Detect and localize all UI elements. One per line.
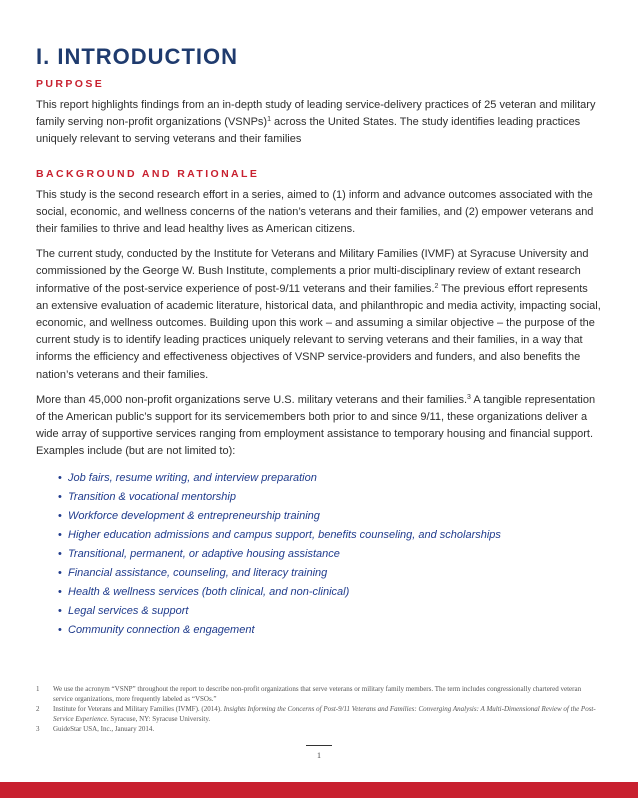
page-number-rule <box>306 745 332 746</box>
footnote-text-a: Institute for Veterans and Military Families (IVMF). (2014). <box>53 705 224 713</box>
bullet-icon: • <box>58 585 62 598</box>
bullet-icon: • <box>58 604 62 617</box>
background-p2-text-a: The current study, conducted by the Institute for Veterans and Military Families (IVMF) at Syracuse University and commissioned by the George W. Bush Institute, complements a prior multi-disciplinary review of extant research informative of the post-service experience of post-9/11 veterans and their families. <box>36 248 589 295</box>
background-paragraph-3 <box>36 392 602 461</box>
purpose-text-a: This report highlights findings from an in-depth study of leading service-delivery practices of 25 veteran and military family serving non-profit organizations (VSNPs) <box>36 99 596 129</box>
list-item <box>58 545 602 564</box>
footnote-text: We use the acronym “VSNP” throughout the report to describe non-profit organizations that serve veterans or military family members. The term includes congressionally chartered veteran service organizations, more frequently labeled as “VSOs.” <box>53 685 582 703</box>
list-item <box>58 507 602 526</box>
purpose-text-b: across the United States. The study identifies leading practices uniquely relevant to serving veterans and their families <box>36 116 581 146</box>
bullet-icon: • <box>58 547 62 560</box>
bullet-icon: • <box>58 566 62 579</box>
bullet-icon: • <box>58 509 62 522</box>
footnote-ref-2[interactable]: 2 <box>434 282 439 290</box>
footnote-3 <box>36 724 602 734</box>
background-p3-text-a: More than 45,000 non-profit organizations serve U.S. military veterans and their families. <box>36 393 468 406</box>
background-p3-text-b: A tangible representation of the American public’s support for its servicemembers both prior to and since 9/11, these organizations deliver a wide array of supportive services ranging from employment assistance to temporary housing and financial support. Examples include (but are not limited to): <box>36 393 596 458</box>
services-list <box>36 469 602 640</box>
background-paragraph-1: This study is the second research effort in a series, aimed to (1) inform and advance outcomes associated with the social, economic, and wellness concerns of the nation’s veterans and their families, and (2) empower veterans and their families to thrive and lead healthy lives as American citizens. <box>36 188 594 236</box>
footnote-1 <box>36 684 602 704</box>
footnote-number: 2 <box>36 705 40 713</box>
list-item <box>58 469 602 488</box>
footnote-2 <box>36 704 602 724</box>
list-item-text: Higher education admissions and campus support, benefits counseling, and scholarships <box>68 528 501 541</box>
list-item-text: Financial assistance, counseling, and literacy training <box>68 566 328 579</box>
bullet-icon: • <box>58 471 62 484</box>
footer-band <box>0 782 638 798</box>
footnote-title: Insights Informing the Concerns of Post-9/11 Veterans and Families: Converging Analysis: A Multi-Dimensional Review of the Post-Service Experience <box>53 705 596 723</box>
list-item-text: Health & wellness services (both clinical, and non-clinical) <box>68 585 350 598</box>
footnote-ref-1[interactable]: 1 <box>267 116 271 124</box>
purpose-paragraph <box>36 97 602 149</box>
list-item-text: Workforce development & entrepreneurship training <box>68 509 320 522</box>
list-item-text: Transition & vocational mentorship <box>68 490 236 503</box>
footnote-text: GuideStar USA, Inc., January 2014. <box>53 725 155 733</box>
footnote-text-b: . Syracuse, NY: Syracuse University. <box>106 715 211 723</box>
bullet-icon: • <box>58 623 62 636</box>
footnote-number: 1 <box>36 685 40 693</box>
background-p2-text-b: The previous effort represents an extensive evaluation of academic literature, historical data, and philanthropic and media activity, impacting social, economic, and wellness outcomes. Building upon this work – and assuming a similar objective – the purpose of the current study is to identify leading practices uniquely relevant to serving veterans and their families, in a way that informs the efficiency and effectiveness objectives of VSNP service-providers and funders, and also benefits the nation’s veterans and their families. <box>36 282 601 381</box>
bullet-icon: • <box>58 490 62 503</box>
background-paragraph-2 <box>36 246 602 384</box>
list-item <box>58 602 602 621</box>
list-item <box>58 564 602 583</box>
list-item <box>58 526 602 545</box>
list-item <box>58 583 602 602</box>
background-heading: BACKGROUND AND RATIONALE <box>36 167 260 180</box>
page-title: I. INTRODUCTION <box>36 44 238 69</box>
list-item-text: Job fairs, resume writing, and interview preparation <box>68 471 317 484</box>
list-item-text: Community connection & engagement <box>68 623 255 636</box>
list-item <box>58 621 602 640</box>
page-number: 1 <box>317 751 321 760</box>
list-item-text: Transitional, permanent, or adaptive housing assistance <box>68 547 340 560</box>
footnotes <box>36 684 602 734</box>
bullet-icon: • <box>58 528 62 541</box>
footnote-number: 3 <box>36 725 40 733</box>
main-content <box>36 44 602 640</box>
footnote-ref-3[interactable]: 3 <box>467 393 471 401</box>
purpose-heading: PURPOSE <box>36 78 105 90</box>
list-item <box>58 488 602 507</box>
list-item-text: Legal services & support <box>68 604 189 617</box>
